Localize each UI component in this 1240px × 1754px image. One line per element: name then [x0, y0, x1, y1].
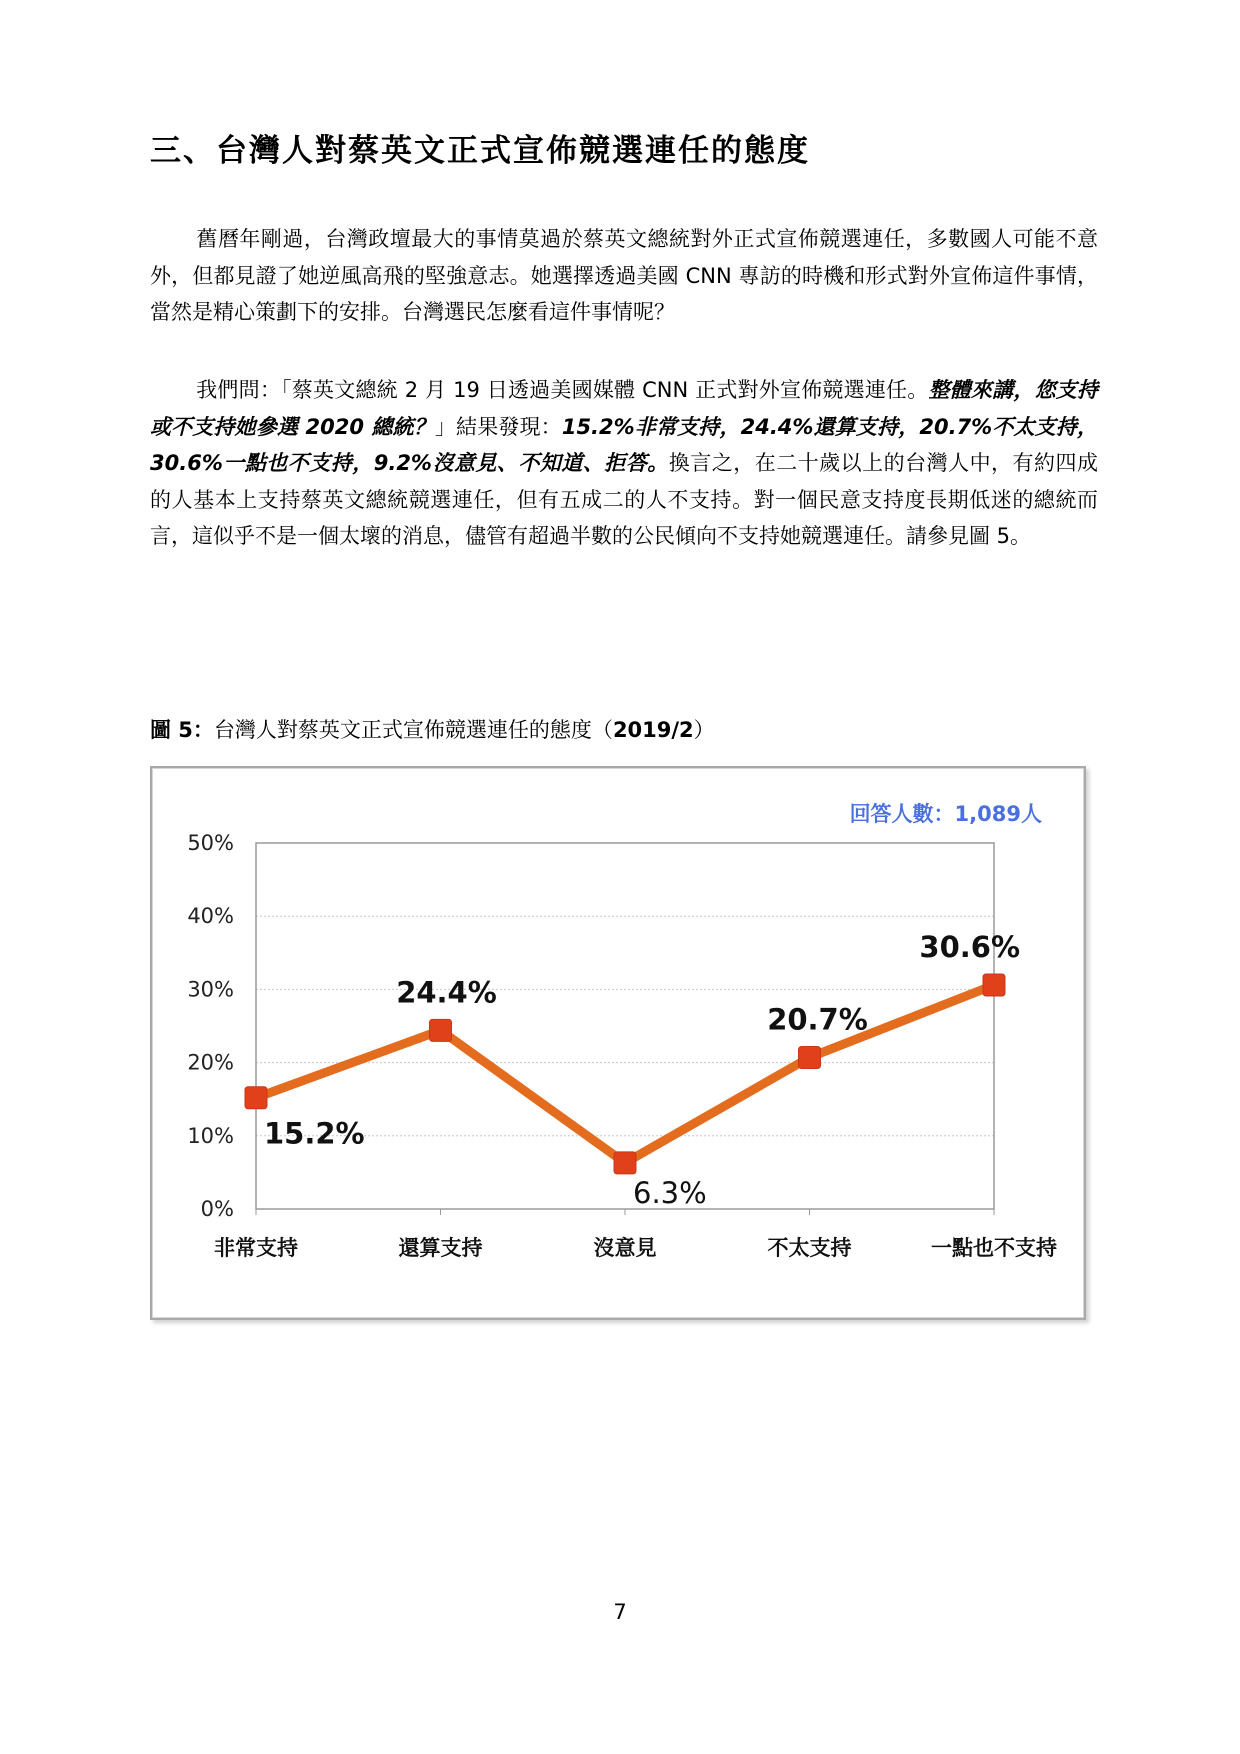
- survey-mid: 」結果發現：: [434, 414, 562, 439]
- survey-conclusion: 換言之，在二十歲以上的台灣人中，有約四成的人基本上支持蔡英文總統競選連任，但有五成二的人不支持。對一個民意支持度長期低迷的總統而言，這似乎不是一個太壞的消息，儘管有超過半數的公民傾向不支持她競選連任。請參見圖 5。: [150, 451, 1098, 548]
- x-tick-label: 一點也不支持: [931, 1236, 1057, 1260]
- data-label: 6.3%: [633, 1175, 707, 1210]
- survey-results: 15.2%非常支持，24.4%還算支持，20.7%不太支持，30.6%一點也不支持，9.2%沒意見、不知道、拒答。: [150, 414, 1098, 475]
- paragraph-intro: [150, 221, 1098, 331]
- paragraph-intro-text: 舊曆年剛過，台灣政壇最大的事情莫過於蔡英文總統對外正式宣佈競選連任，多數國人可能不意外，但都見證了她逆風高飛的堅強意志。她選擇透過美國 CNN 專訪的時機和形式對外宣佈這件事情，當然是精心策劃下的安排。台灣選民怎麼看這件事情呢？: [150, 227, 1098, 324]
- x-tick-label: 沒意見: [593, 1236, 657, 1260]
- page-number: 7: [613, 1600, 627, 1624]
- data-point: [245, 1087, 267, 1109]
- data-label: 15.2%: [264, 1116, 365, 1151]
- data-point: [430, 1019, 452, 1041]
- y-tick-label: 0%: [200, 1197, 234, 1221]
- chart-frame: [150, 766, 1086, 1320]
- x-tick-label: 不太支持: [767, 1236, 852, 1260]
- figure-title: 台灣人對蔡英文正式宣佈競選連任的態度（: [213, 718, 613, 742]
- y-tick-label: 10%: [187, 1123, 234, 1148]
- paragraph-survey: [150, 372, 1098, 555]
- y-tick-label: 50%: [187, 831, 234, 855]
- data-label: 20.7%: [767, 1002, 868, 1037]
- data-point: [799, 1046, 821, 1068]
- y-tick-label: 30%: [187, 977, 234, 1002]
- x-tick-label: 非常支持: [214, 1236, 298, 1260]
- survey-question: 整體來講，您支持或不支持她參選 2020 總統？: [150, 378, 1098, 439]
- survey-intro: 我們問：「蔡英文總統 2 月 19 日透過美國媒體 CNN 正式對外宣佈競選連任。: [196, 378, 929, 402]
- figure-label: 圖 5：: [150, 718, 214, 742]
- figure-caption: [150, 714, 715, 744]
- x-tick-label: 還算支持: [398, 1236, 483, 1260]
- y-tick-label: 40%: [187, 904, 234, 929]
- section-heading: 三、台灣人對蔡英文正式宣佈競選連任的態度: [150, 133, 810, 169]
- respondents-annotation: 回答人數：1,089人: [849, 802, 1042, 826]
- data-point: [983, 974, 1005, 996]
- data-label: 24.4%: [396, 975, 497, 1010]
- figure-date: 2019/2: [612, 718, 694, 742]
- data-point: [614, 1152, 636, 1174]
- data-label: 30.6%: [919, 930, 1020, 965]
- y-tick-label: 20%: [187, 1050, 234, 1075]
- line-chart: [152, 768, 1088, 1322]
- figure-title-close: ）: [693, 718, 715, 742]
